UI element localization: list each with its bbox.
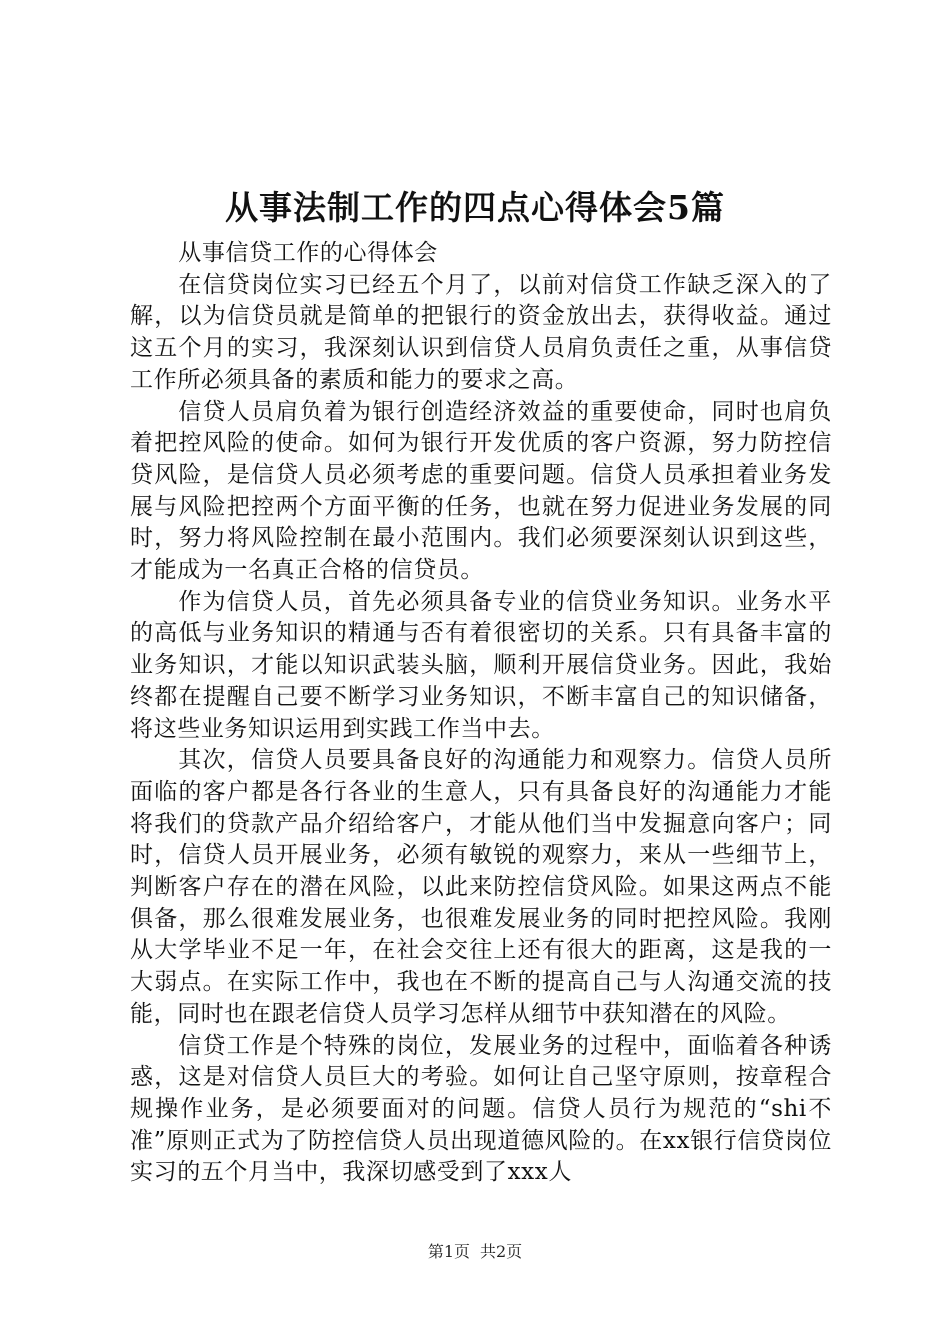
- body-paragraph: 信贷人员肩负着为银行创造经济效益的重要使命，同时也肩负着把控风险的使命。如何为银行开发优质的客户资源，努力防控信贷风险，是信贷人员必须考虑的重要问题。信贷人员承担着业务发展与风险把控两个方面平衡的任务，也就在努力促进业务发展的同时，努力将风险控制在最小范围内。我们必须要深刻认识到这些，才能成为一名真正合格的信贷员。: [130, 398, 832, 584]
- body-paragraph: 信贷工作是个特殊的岗位，发展业务的过程中，面临着各种诱惑，这是对信贷人员巨大的考验。如何让自己坚守原则，按章程合规操作业务，是必须要面对的问题。信贷人员行为规范的“shi不准”原则正式为了防控信贷人员出现道德风险的。在xx银行信贷岗位实习的五个月当中，我深切感受到了xxx人: [130, 1032, 832, 1186]
- body-paragraph: 其次，信贷人员要具备良好的沟通能力和观察力。信贷人员所面临的客户都是各行各业的生意人，只有具备良好的沟通能力才能将我们的贷款产品介绍给客户，才能从他们当中发掘意向客户；同时，信贷人员开展业务，必须有敏锐的观察力，来从一些细节上，判断客户存在的潜在风险，以此来防控信贷风险。如果这两点不能俱备，那么很难发展业务，也很难发展业务的同时把控风险。我刚从大学毕业不足一年，在社会交往上还有很大的距离，这是我的一大弱点。在实际工作中，我也在不断的提高自己与人沟通交流的技能，同时也在跟老信贷人员学习怎样从细节中获知潜在的风险。: [130, 747, 832, 1027]
- section-subtitle: 从事信贷工作的心得体会: [178, 240, 438, 266]
- page-footer: [0, 1242, 950, 1262]
- page-number: 第1页: [427, 1242, 470, 1261]
- body-paragraph: 在信贷岗位实习已经五个月了，以前对信贷工作缺乏深入的了解，以为信贷员就是简单的把银行的资金放出去，获得收益。通过这五个月的实习，我深刻认识到信贷人员肩负责任之重，从事信贷工作所必须具备的素质和能力的要求之高。: [130, 271, 832, 393]
- page-total: 共2页: [480, 1242, 523, 1261]
- body-paragraph: 作为信贷人员，首先必须具备专业的信贷业务知识。业务水平的高低与业务知识的精通与否有着很密切的关系。只有具备丰富的业务知识，才能以知识武装头脑，顺利开展信贷业务。因此，我始终都在提醒自己要不断学习业务知识，不断丰富自己的知识储备，将这些业务知识运用到实践工作当中去。: [130, 588, 832, 742]
- document-body: [130, 238, 832, 1189]
- document-title: 从事法制工作的四点心得体会5篇: [225, 188, 725, 227]
